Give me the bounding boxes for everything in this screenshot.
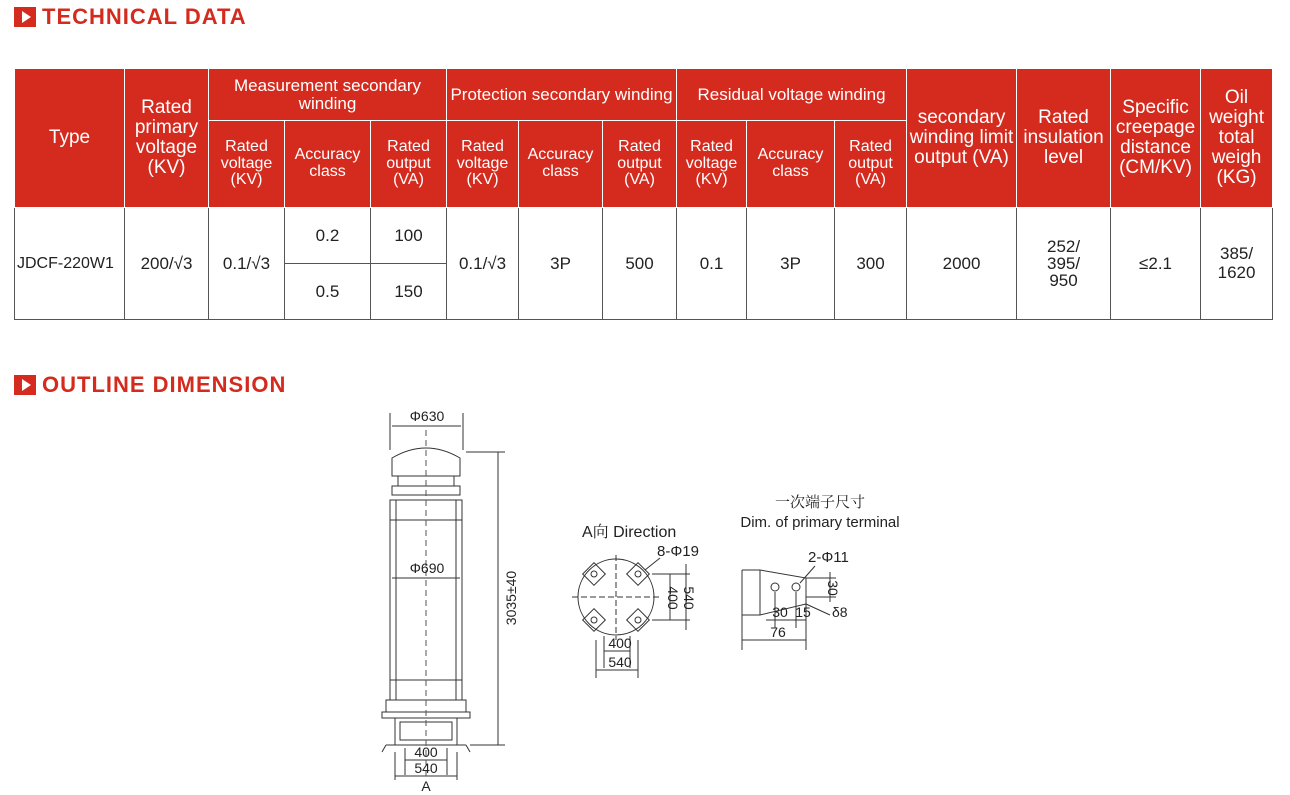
cell-primary-voltage: 200/√3 [125, 208, 209, 320]
terminal-plate [742, 566, 836, 650]
a-dim-540-h: 540 [608, 654, 632, 670]
dim-base-outer: 540 [414, 760, 438, 776]
header-prot-accuracy-class: Accuracy class [519, 121, 603, 208]
a-dim-400-h: 400 [608, 635, 632, 651]
terminal-dim-30: 30 [772, 604, 788, 620]
cell-meas-output-2: 150 [371, 264, 447, 320]
cell-meas-accuracy-2: 0.5 [285, 264, 371, 320]
cell-weight: 385/ 1620 [1201, 208, 1273, 320]
cell-meas-voltage: 0.1/√3 [209, 208, 285, 320]
dim-body-diameter: Φ690 [409, 560, 445, 576]
terminal-dim-15: 15 [795, 604, 811, 620]
header-protection-group: Protection secondary winding [447, 69, 677, 121]
header-insulation-level: Rated insulation level [1017, 69, 1111, 208]
cell-meas-accuracy-1: 0.2 [285, 208, 371, 264]
header-rated-primary-voltage: Rated primary voltage (KV) [125, 69, 209, 208]
header-residual-group: Residual voltage winding [677, 69, 907, 121]
technical-data-title: TECHNICAL DATA [42, 4, 247, 29]
header-resid-rated-output: Rated output (VA) [835, 121, 907, 208]
cell-creepage: ≤2.1 [1111, 208, 1201, 320]
cell-resid-voltage: 0.1 [677, 208, 747, 320]
header-meas-rated-voltage: Rated voltage (KV) [209, 121, 285, 208]
header-resid-accuracy-class: Accuracy class [747, 121, 835, 208]
header-measurement-group: Measurement secondary winding [209, 69, 447, 121]
cell-meas-output-1: 100 [371, 208, 447, 264]
header-prot-rated-output: Rated output (VA) [603, 121, 677, 208]
label-a: A [421, 778, 431, 794]
terminal-holes-label: 2-Φ11 [808, 549, 849, 566]
header-creepage-distance: Specific creepage distance (CM/KV) [1111, 69, 1201, 208]
cell-prot-output: 500 [603, 208, 677, 320]
cell-insulation: 252/ 395/ 950 [1017, 208, 1111, 320]
header-type: Type [15, 69, 125, 208]
dim-height: 3035±40 [503, 570, 519, 626]
terminal-title-cn: 一次端子尺寸 [774, 494, 866, 511]
terminal-title-en: Dim. of primary terminal [740, 514, 900, 531]
terminal-dim-76: 76 [770, 624, 786, 640]
header-secondary-limit-output: secondary winding limit output (VA) [907, 69, 1017, 208]
dim-top-diameter: Φ630 [409, 408, 445, 424]
dim-base-inner: 400 [414, 744, 438, 760]
a-dim-540-v: 540 [681, 586, 697, 610]
terminal-dim-30-v: 30 [825, 580, 841, 596]
outline-dimension-title: OUTLINE DIMENSION [42, 372, 287, 397]
cell-limit-output: 2000 [907, 208, 1017, 320]
cell-type: JDCF-220W1 [15, 208, 125, 320]
a-holes-label: 8-Φ19 [657, 543, 699, 560]
a-dim-400-v: 400 [665, 586, 681, 610]
a-direction-label: A向 Direction [582, 524, 677, 541]
cell-resid-accuracy: 3P [747, 208, 835, 320]
header-oil-weight: Oil weight total weigh (KG) [1201, 69, 1273, 208]
cell-prot-voltage: 0.1/√3 [447, 208, 519, 320]
header-resid-rated-voltage: Rated voltage (KV) [677, 121, 747, 208]
terminal-thickness: δ8 [832, 604, 848, 620]
header-prot-rated-voltage: Rated voltage (KV) [447, 121, 519, 208]
header-meas-accuracy-class: Accuracy class [285, 121, 371, 208]
header-meas-rated-output: Rated output (VA) [371, 121, 447, 208]
cell-resid-output: 300 [835, 208, 907, 320]
cell-prot-accuracy: 3P [519, 208, 603, 320]
